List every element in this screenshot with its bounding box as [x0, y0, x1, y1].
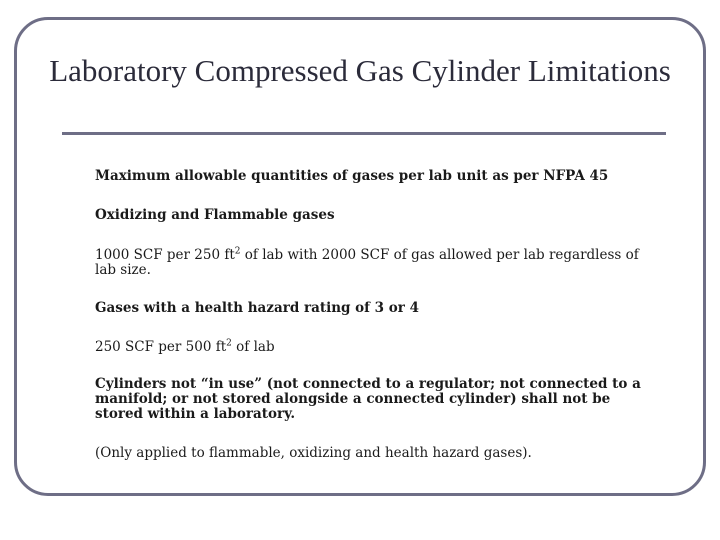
- limit-text-start: 1000 SCF per 250 ft: [95, 247, 235, 263]
- cylinders-not-in-use-rule: Cylinders not “in use” (not connected to a regulator; not connected to a manifold; or not stored alongside a connected cylinder) shall not be stored within a laboratory.: [95, 376, 641, 422]
- applicability-note: (Only applied to flammable, oxidizing and health hazard gases).: [95, 445, 532, 461]
- squared-superscript: 2: [234, 246, 241, 257]
- nfpa-heading: Maximum allowable quantities of gases per lab unit as per NFPA 45: [95, 168, 609, 184]
- oxidizing-flammable-limit: [95, 248, 655, 278]
- oxidizing-flammable-heading: Oxidizing and Flammable gases: [95, 207, 335, 223]
- limit-text-start: 250 SCF per 500 ft: [95, 339, 227, 355]
- health-hazard-limit: [95, 340, 275, 355]
- title-divider: [62, 132, 666, 135]
- health-hazard-heading: Gases with a health hazard rating of 3 or 4: [95, 300, 419, 316]
- slide-title: Laboratory Compressed Gas Cylinder Limitations: [49, 53, 671, 88]
- limit-text-end: of lab: [231, 339, 275, 355]
- limit-text-end: of lab with 2000 SCF of gas allowed per lab regardless of lab size.: [95, 247, 639, 278]
- squared-superscript: 2: [226, 338, 232, 349]
